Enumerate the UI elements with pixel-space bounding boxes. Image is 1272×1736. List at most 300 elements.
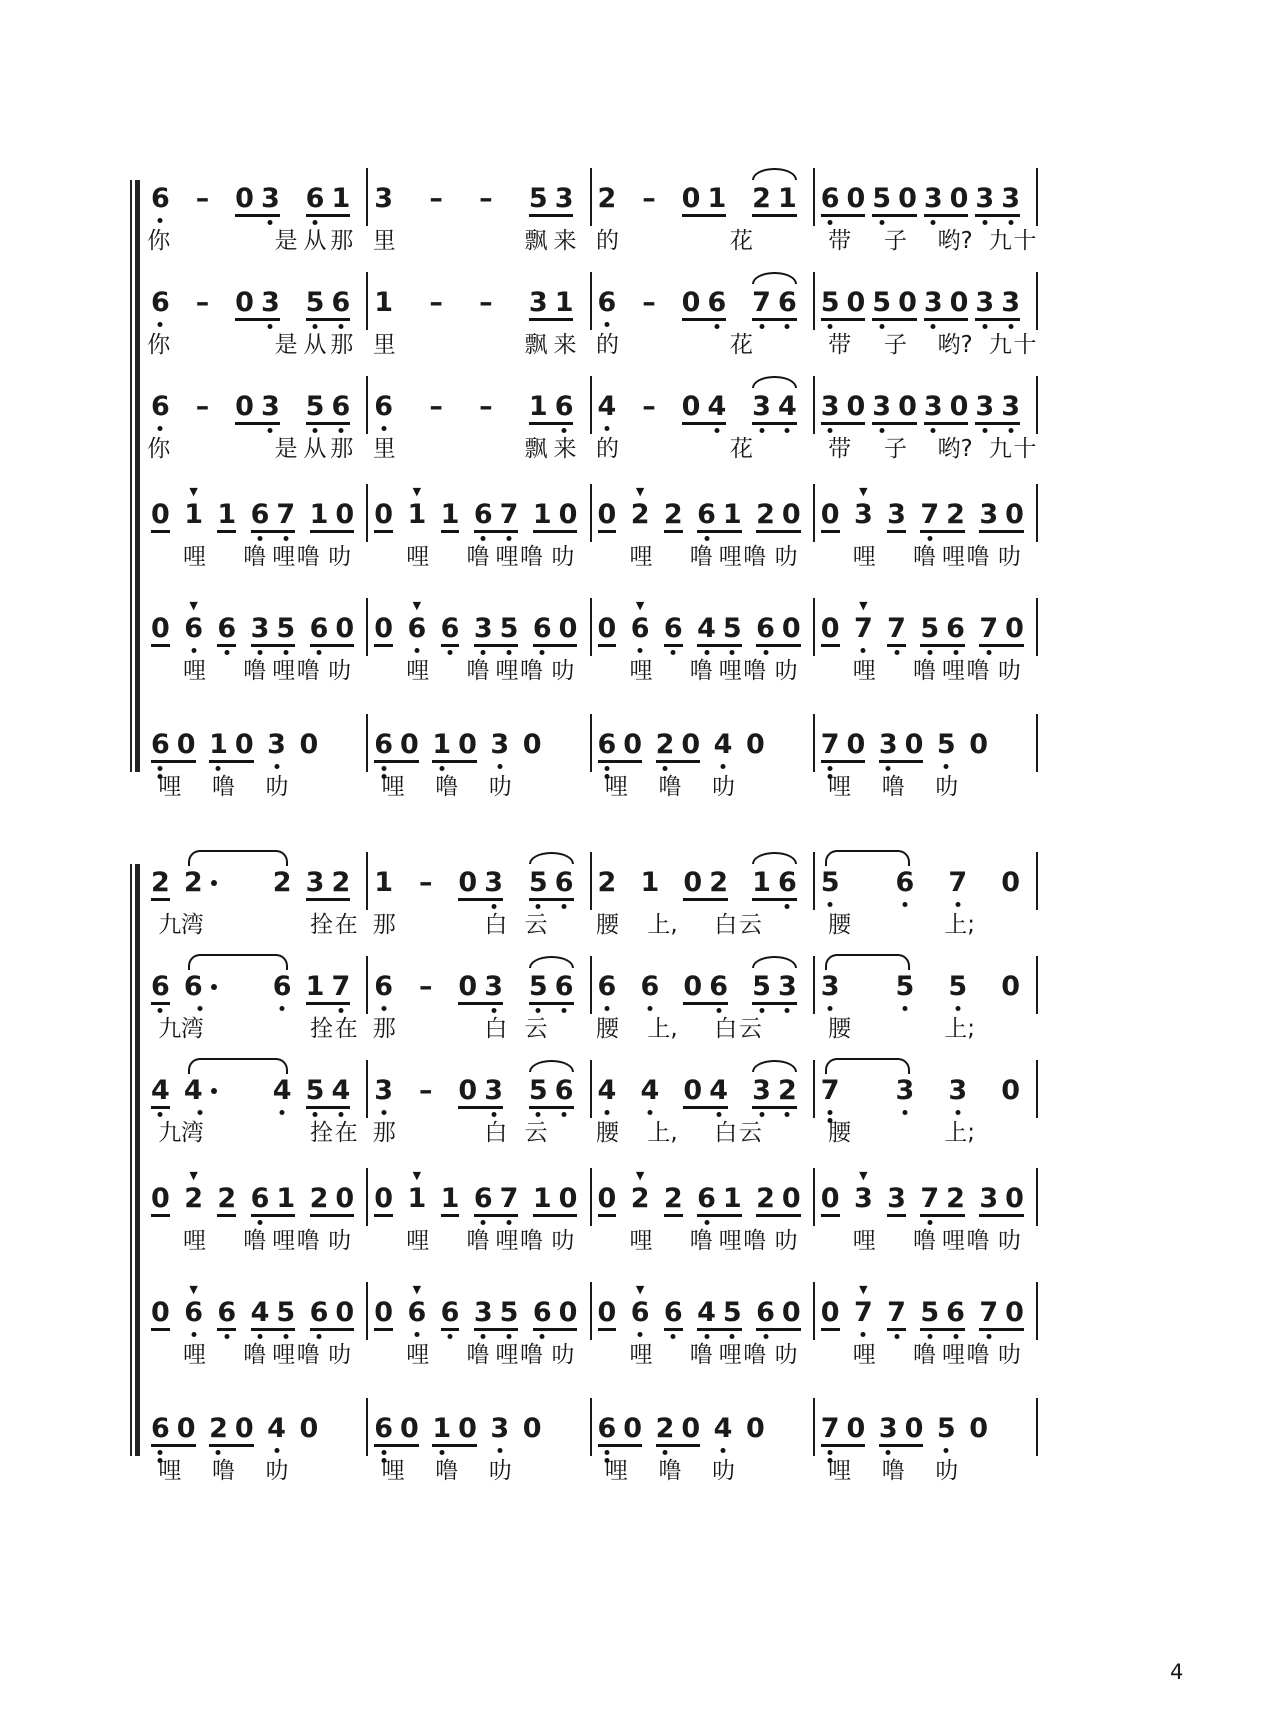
measure (145, 714, 368, 772)
lyric-syllable: 噜 (689, 544, 713, 570)
note-token (1005, 1184, 1024, 1214)
note-token (948, 972, 967, 1002)
lyric-syllable: 噜 (243, 1342, 267, 1368)
note-token (555, 288, 574, 318)
note-digit: 3 (374, 183, 394, 214)
note-digit: 0 (335, 1183, 355, 1214)
beam-group (683, 972, 728, 1005)
lyric-syllable: 噜 (211, 1458, 235, 1484)
note-digit: 5 (722, 613, 742, 644)
note-token (374, 184, 393, 214)
note-token (920, 1298, 939, 1328)
beam-group (756, 1298, 801, 1331)
note-token (217, 1184, 236, 1214)
note-token (458, 972, 477, 1002)
note-digit: 0 (597, 1297, 617, 1328)
note-digit: 3 (975, 287, 995, 318)
dash-mark: – (642, 287, 656, 318)
lyric-syllable: 哩 (158, 774, 182, 800)
lyric-syllable: 白 (484, 912, 508, 938)
note-digit: 6 (697, 499, 716, 530)
note-token (331, 392, 350, 422)
lyric-syllable: 那 (372, 912, 396, 938)
note-token (184, 868, 217, 898)
note-token (697, 500, 716, 530)
page-number: 4 (1170, 1660, 1184, 1684)
beam-group (306, 288, 351, 321)
beam-group (209, 1414, 254, 1447)
note-token (235, 1414, 254, 1444)
beam-group (441, 1298, 460, 1331)
note-token (778, 868, 797, 898)
lyric-syllable: 上, (647, 1120, 678, 1146)
lyric-syllable: 哩 (272, 544, 296, 570)
note-digit: 1 (432, 1413, 452, 1444)
note-token (709, 972, 728, 1002)
note-digit: 4 (183, 1075, 203, 1106)
note-token (872, 288, 891, 318)
note-digit: 0 (1005, 1183, 1024, 1214)
note-token (151, 288, 170, 318)
dash-mark: – (429, 391, 443, 422)
note-digit: 3 (267, 729, 286, 760)
note-token (529, 868, 548, 898)
lyric-syllable: 哩 (272, 1342, 296, 1368)
note-digit: 2 (309, 1183, 329, 1214)
beam-group (656, 730, 701, 763)
lyric-syllable: 云 (524, 912, 548, 938)
note-token (1005, 614, 1024, 644)
notes-row (145, 376, 1038, 434)
note-token (642, 288, 656, 318)
tie-group (184, 972, 292, 1002)
lyric-measure (815, 656, 1038, 686)
note-digit: 6 (663, 613, 683, 644)
accent-mark-icon: ▼ (412, 1283, 422, 1296)
lyric-measure (145, 1014, 368, 1044)
low-octave-dots (414, 1332, 419, 1340)
lyric-syllable: 噜 (435, 774, 459, 800)
note-token (887, 614, 906, 644)
note-digit: 0 (681, 287, 701, 318)
note-token (151, 972, 170, 1002)
note-token (642, 392, 656, 422)
lyric-syllable: 白 (714, 912, 738, 938)
note-digit: 5 (820, 287, 840, 318)
lyric-measure (592, 1226, 815, 1256)
lyric-syllable: 哩 (629, 544, 653, 570)
note-token (474, 1298, 493, 1328)
note-token (656, 1414, 675, 1444)
lyric-syllable: 白 (484, 1120, 508, 1146)
slur-arc (752, 376, 797, 388)
lyric-syllable: 噜 (966, 658, 990, 684)
note-digit: 3 (878, 729, 898, 760)
beam-group (306, 972, 351, 1005)
note-token (682, 392, 701, 422)
low-octave-dots (274, 1448, 279, 1456)
note-token (419, 1076, 433, 1106)
measure (145, 376, 368, 434)
lyric-syllable: 是 (274, 332, 298, 358)
measure (815, 1168, 1038, 1226)
measure (145, 1060, 368, 1118)
staff-line-part-5-accompaniment (145, 1282, 1038, 1370)
note-digit: 6 (151, 729, 170, 760)
note-digit: 6 (305, 183, 325, 214)
lyric-syllable: 带 (828, 436, 852, 462)
note-digit: 4 (597, 1075, 617, 1106)
note-digit: 3 (752, 391, 771, 422)
note-digit: 2 (184, 1183, 203, 1214)
note-digit: 7 (920, 499, 940, 530)
note-digit: 0 (235, 287, 254, 318)
note-token (714, 730, 733, 760)
note-digit: 2 (209, 1413, 228, 1444)
beam-group (887, 1298, 906, 1331)
note-token (905, 1414, 924, 1444)
note-digit: 0 (1001, 867, 1020, 898)
lyric-measure (815, 434, 1038, 464)
low-octave-dots (604, 1110, 609, 1118)
note-digit: 6 (756, 1297, 775, 1328)
lyrics-row (145, 1340, 1038, 1370)
note-digit: 0 (1005, 499, 1024, 530)
lyric-measure (145, 542, 368, 572)
lyrics-row (145, 910, 1038, 940)
dash-mark: – (195, 287, 210, 318)
note-token (267, 1414, 286, 1444)
staff-line-part-2-melody (145, 272, 1038, 360)
note-digit: 7 (979, 1297, 999, 1328)
note-digit: 3 (374, 1075, 394, 1106)
beam-group (887, 500, 906, 533)
note-digit: 2 (756, 499, 775, 530)
slur-arc (752, 1060, 797, 1072)
beam-group (598, 1298, 617, 1331)
lyric-syllable: 哩 (182, 658, 206, 684)
note-digit: 6 (407, 613, 427, 644)
note-token (782, 1184, 801, 1214)
note-token (898, 184, 917, 214)
note-digit: 3 (1001, 287, 1020, 318)
note-token (821, 1076, 840, 1106)
note-token (896, 972, 915, 1002)
note-token (1001, 1076, 1020, 1106)
lyric-syllable: 哩 (942, 544, 965, 570)
lyric-syllable: 哩 (406, 1228, 430, 1254)
note-digit: 3 (752, 1075, 771, 1106)
lyric-measure (368, 1456, 591, 1486)
note-token (821, 1298, 840, 1328)
note-digit: 0 (597, 1183, 617, 1214)
note-token (697, 1298, 716, 1328)
note-digit: 4 (707, 391, 727, 422)
beam-group (306, 184, 351, 217)
note-digit: 0 (458, 867, 478, 898)
low-octave-dots (647, 1006, 652, 1014)
note-token (251, 1298, 270, 1328)
lyric-measure (592, 772, 815, 802)
lyric-syllable: 九 (988, 332, 1012, 358)
note-digit: 2 (597, 867, 617, 898)
note-token (778, 1076, 797, 1106)
note-token (484, 972, 503, 1002)
note-token (559, 614, 578, 644)
lyric-syllable: 哩 (406, 544, 430, 570)
lyric-syllable: 叻 (712, 774, 736, 800)
lyric-syllable: 子 (883, 228, 907, 254)
note-token (458, 868, 477, 898)
note-digit: 0 (400, 1413, 419, 1444)
note-digit: 3 (1001, 391, 1020, 422)
note-token (1001, 288, 1020, 318)
note-digit: 3 (554, 183, 574, 214)
note-token (523, 1414, 542, 1444)
lyric-syllable: 哩 (629, 1342, 653, 1368)
note-token (872, 392, 891, 422)
note-token (746, 730, 765, 760)
note-digit: 0 (681, 183, 701, 214)
dash-mark: – (642, 183, 656, 214)
note-digit: 6 (331, 287, 351, 318)
beam-group (821, 184, 866, 217)
lyric-syllable: 从 (303, 332, 327, 358)
note-token (969, 730, 988, 760)
note-token (407, 1169, 427, 1214)
note-digit: 6 (183, 971, 203, 1002)
slur-arc (752, 168, 797, 180)
beam-group (251, 1298, 296, 1331)
note-digit: 0 (597, 613, 617, 644)
beam-group (697, 1298, 742, 1331)
lyric-syllable: 子 (883, 436, 907, 462)
measure (815, 1398, 1038, 1456)
note-token (306, 288, 325, 318)
lyric-syllable: 叻 (774, 544, 798, 570)
note-digit: 7 (853, 1297, 873, 1328)
note-token (656, 730, 675, 760)
measure (592, 484, 815, 542)
note-digit: 0 (335, 613, 355, 644)
beam-group (474, 500, 519, 533)
note-token (331, 184, 350, 214)
low-octave-dots (902, 1006, 907, 1014)
lyric-measure (368, 1340, 591, 1370)
low-octave-dots (191, 1332, 196, 1340)
note-digit: 3 (887, 499, 906, 530)
lyrics-row (145, 772, 1038, 802)
accent-mark-icon: ▼ (859, 485, 868, 498)
note-digit: 0 (904, 1413, 924, 1444)
note-digit: 7 (276, 499, 296, 530)
lyric-measure (145, 330, 368, 360)
beam-group (697, 500, 742, 533)
note-digit: 6 (532, 613, 552, 644)
note-token (598, 1184, 617, 1214)
note-token (896, 1076, 915, 1106)
lyrics-row (145, 330, 1038, 360)
beam-group (872, 392, 917, 425)
lyric-syllable: 叻 (328, 1342, 352, 1368)
note-digit: 4 (267, 1413, 286, 1444)
lyric-syllable: 噜 (520, 544, 544, 570)
lyrics-row (145, 1014, 1038, 1044)
lyrics-row (145, 1226, 1038, 1256)
note-token (151, 184, 170, 214)
note-token (948, 1076, 967, 1106)
slur-arc (752, 272, 797, 284)
measure (815, 376, 1038, 434)
note-digit: 6 (554, 971, 574, 1002)
note-token (707, 184, 726, 214)
lyric-syllable: 叻 (328, 658, 352, 684)
beam-group (756, 1184, 801, 1217)
measure (145, 168, 368, 226)
staff-line-part-4-accompaniment (145, 1168, 1038, 1256)
lyric-syllable: 上, (647, 1016, 678, 1042)
beam-group (752, 184, 797, 217)
lyric-syllable: 叻 (997, 658, 1021, 684)
lyric-syllable: 带 (828, 228, 852, 254)
note-digit: 2 (946, 1183, 965, 1214)
lyric-syllable: 噜 (296, 658, 320, 684)
note-digit: 5 (872, 183, 892, 214)
note-digit: 0 (898, 287, 917, 318)
note-token (310, 614, 329, 644)
lyric-syllable: 哩 (718, 658, 742, 684)
note-digit: 4 (713, 1413, 733, 1444)
note-token (879, 1414, 898, 1444)
note-token (723, 1298, 742, 1328)
note-token (529, 288, 548, 318)
note-digit: 0 (745, 1413, 765, 1444)
note-token (697, 1184, 716, 1214)
lyric-syllable: 你 (147, 332, 171, 358)
measure (592, 1282, 815, 1340)
note-token (151, 868, 170, 898)
beam-group (151, 500, 170, 533)
lyric-syllable: 叻 (997, 1342, 1021, 1368)
lyric-syllable: 噜 (243, 1228, 267, 1254)
note-digit: 7 (499, 499, 519, 530)
beam-group (920, 500, 965, 533)
lyric-syllable: 哩 (182, 1342, 206, 1368)
note-digit: 0 (151, 499, 170, 530)
low-octave-dots (604, 1006, 609, 1014)
note-token (821, 392, 840, 422)
accent-mark-icon: ▼ (635, 1283, 645, 1296)
note-digit: 1 (722, 499, 742, 530)
lyric-syllable: 湾 (180, 1016, 204, 1042)
note-token (821, 288, 840, 318)
note-token (598, 614, 617, 644)
note-digit: 1 (532, 499, 552, 530)
note-token (484, 868, 503, 898)
note-digit: 1 (777, 183, 797, 214)
beam-group (441, 500, 460, 533)
note-token (683, 1076, 702, 1106)
beam-group (474, 1184, 519, 1217)
lyric-syllable: 在 (334, 912, 358, 938)
note-digit: 1 (554, 287, 574, 318)
note-digit: 1 (640, 867, 660, 898)
note-digit: 1 (217, 499, 237, 530)
lyric-syllable: 十 (1013, 332, 1037, 358)
accent-mark-icon: ▼ (412, 485, 422, 498)
note-token (559, 500, 578, 530)
beam-group (529, 972, 574, 1005)
beam-group (697, 1184, 742, 1217)
notes-row (145, 168, 1038, 226)
lyrics-row (145, 1118, 1038, 1148)
lyric-syllable: 你 (147, 436, 171, 462)
note-digit: 6 (309, 613, 329, 644)
note-digit: 6 (597, 287, 617, 318)
note-digit: 0 (335, 1297, 355, 1328)
lyric-measure (592, 1118, 815, 1148)
lyric-syllable: 在 (334, 1120, 358, 1146)
note-token (335, 500, 354, 530)
note-digit: 1 (407, 1183, 427, 1214)
note-token (533, 1184, 552, 1214)
low-octave-dots (280, 1006, 285, 1014)
note-digit: 0 (374, 499, 394, 530)
notes-row (145, 714, 1038, 772)
beam-group (656, 1414, 701, 1447)
note-digit: 0 (781, 1183, 801, 1214)
staff-line-part-2-melody (145, 956, 1038, 1044)
beam-group (310, 614, 355, 647)
note-token (1005, 1298, 1024, 1328)
note-token (429, 288, 443, 318)
beam-group (979, 1298, 1024, 1331)
note-token (261, 392, 280, 422)
beam-group (598, 1414, 643, 1447)
note-token (756, 500, 775, 530)
lyric-syllable: 拴 (310, 1120, 334, 1146)
note-token (853, 1283, 873, 1328)
lyric-syllable: 你 (147, 228, 171, 254)
note-digit: 0 (458, 1075, 478, 1106)
lyric-measure (815, 772, 1038, 802)
note-token (946, 1184, 965, 1214)
lyric-syllable: 腰 (828, 1016, 852, 1042)
note-token (853, 599, 873, 644)
note-digit: 6 (709, 971, 728, 1002)
note-token (709, 1076, 728, 1106)
note-token (151, 1298, 170, 1328)
lyric-syllable: 飘 (524, 436, 548, 462)
note-digit: 5 (305, 391, 325, 422)
note-digit: 3 (260, 287, 280, 318)
lyric-syllable: 上; (944, 1120, 975, 1146)
beam-group (217, 1298, 236, 1331)
note-digit: 2 (655, 729, 675, 760)
note-token (217, 1298, 236, 1328)
note-digit: 7 (887, 613, 906, 644)
beam-group (682, 184, 727, 217)
lyric-syllable: 湾 (180, 912, 204, 938)
note-token (261, 184, 280, 214)
lyric-syllable: 哩 (718, 1342, 742, 1368)
measure (815, 1282, 1038, 1340)
note-digit: 0 (623, 729, 643, 760)
measure (145, 272, 368, 330)
lyric-syllable: 噜 (520, 1342, 544, 1368)
staff-line-part-5-accompaniment (145, 598, 1038, 686)
note-token (746, 1414, 765, 1444)
